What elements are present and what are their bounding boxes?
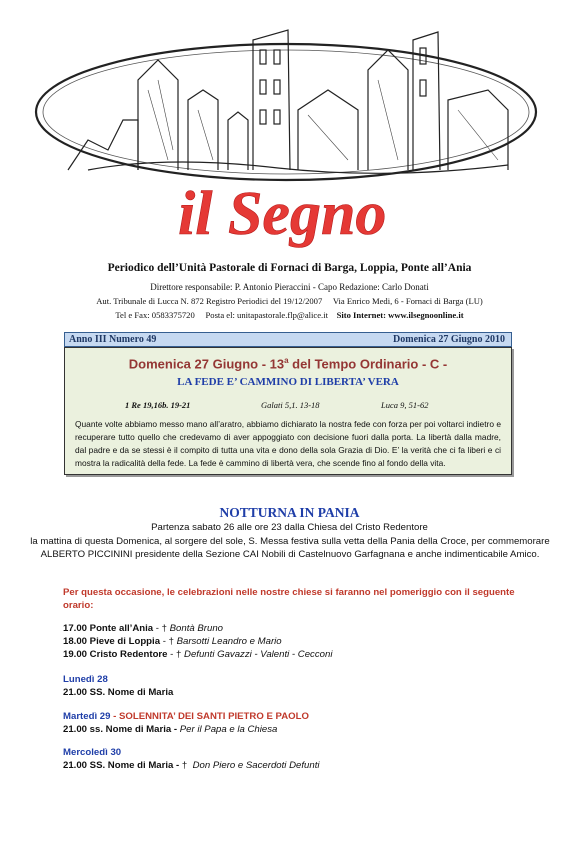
day-event: - SOLENNITA’ DEI SANTI PIETRO E PAOLO [110, 711, 309, 722]
notturna-title: NOTTURNA IN PANIA [219, 505, 360, 520]
day-heading: Mercoledì 30 [63, 747, 122, 758]
schedule-time: 18.00 Pieve di Loppia [63, 636, 161, 647]
day-mass: 21.00 SS. Nome di Maria [63, 687, 174, 698]
mass-note: Don Piero e Sacerdoti Defunti [192, 760, 320, 771]
logo-text: il Segno [178, 180, 387, 248]
staff-line: Direttore responsabile: P. Antonio Pieraccini - Capo Redazione: Carlo Donati [150, 282, 429, 292]
email: Posta el: unitapastorale.flp@alice.it [205, 310, 328, 320]
mass-time: 21.00 SS. Nome di Maria [63, 760, 174, 771]
website-link[interactable]: Sito Internet: www.ilsegnoonline.it [336, 310, 464, 320]
mass-time: 21.00 ss. Nome di Maria [63, 724, 172, 735]
liturgy-title-sup: a [284, 356, 289, 365]
cross-icon: - † [167, 649, 185, 660]
cross-icon: - † [160, 636, 177, 647]
schedule-item [63, 648, 523, 661]
day-heading [63, 710, 523, 723]
schedule-names: Bontà Bruno [169, 623, 223, 634]
schedule-time: 19.00 Cristo Redentore [63, 649, 168, 660]
schedule-time: 17.00 Ponte all’Ania [63, 623, 154, 634]
issue-date: Domenica 27 Giugno 2010 [393, 334, 505, 345]
schedule-item [63, 635, 523, 648]
reading-2: Galati 5,1. 13-18 [261, 400, 320, 410]
reading-3: Luca 9, 51-62 [381, 400, 429, 410]
church-sketch-icon [68, 30, 508, 173]
registration: Aut. Tribunale di Lucca N. 872 Registro Periodici del 19/12/2007 [96, 296, 323, 306]
publication-subtitle: Periodico dell’Unità Pastorale di Fornaci di Barga, Loppia, Ponte all’Ania [107, 262, 472, 274]
phone: Tel e Fax: 0583375720 [115, 310, 195, 320]
schedule-names: Defunti Gavazzi - Valenti - Cecconi [184, 649, 333, 660]
contacts-line [0, 310, 579, 320]
liturgy-title-prefix: Domenica 27 Giugno - 13 [128, 356, 285, 372]
address: Via Enrico Medi, 6 - Fornaci di Barga (LU) [332, 296, 483, 306]
liturgy-text: Quante volte abbiamo messo mano all’aratro, abbiamo dichiarato la nostra fede con forza per poi voltarci indietro e recuperare tutto quello che credevamo di aver appoggiato con decisione fuori dalla porta. La libertà dalla madre, dal padre e da se stessi è il compito di tutta una vita e dono della sola Grazia di Dio. E’ la verità che ci fa liberi e ci mostra la radicalità della fede. La fede è cammino di libertà vera, che scende fino al fondo della vita. [75, 419, 501, 468]
issue-number: Anno III Numero 49 [69, 334, 157, 345]
schedule-item [63, 622, 523, 635]
liturgy-subtitle: LA FEDE E’ CAMMINO DI LIBERTA’ VERA [177, 376, 399, 388]
cross-icon: - † [153, 623, 170, 634]
reading-1: 1 Re 19,16b. 19-21 [125, 400, 191, 410]
mass-note: Per il Papa e la Chiesa [179, 724, 278, 735]
day-label: Martedì 29 [63, 711, 111, 722]
notturna-line-1: Partenza sabato 26 alle ore 23 dalla Chiesa del Cristo Redentore [151, 522, 428, 533]
day-heading: Lunedì 28 [63, 674, 108, 685]
masthead-illustration [28, 20, 548, 258]
registration-line [0, 296, 579, 306]
day-mass: 21.00 ss. Nome di Maria - Per il Papa e la Chiesa [63, 724, 278, 735]
day-mass: 21.00 SS. Nome di Maria - † Don Piero e Sacerdoti Defunti [63, 760, 320, 771]
liturgy-title [65, 356, 511, 371]
cross-icon: † [181, 760, 193, 771]
liturgy-title-suffix: del Tempo Ordinario - C - [288, 356, 448, 372]
notturna-line-2: la mattina di questa Domenica, al sorgere del sole, S. Messa festiva sulla vetta della Pania della Croce, per commemorare ALBERTO PICCININI presidente della Sezione CAI Nobili di Castelnuovo Garfagnana e anche indimenticabile Amico. [30, 536, 550, 560]
schedule-names: Barsotti Leandro e Mario [176, 636, 282, 647]
liturgy-box [64, 347, 512, 475]
occasion-note: Per questa occasione, le celebrazioni nelle nostre chiese si faranno nel pomeriggio con il seguente orario: [63, 587, 515, 611]
issue-bar [64, 332, 512, 347]
